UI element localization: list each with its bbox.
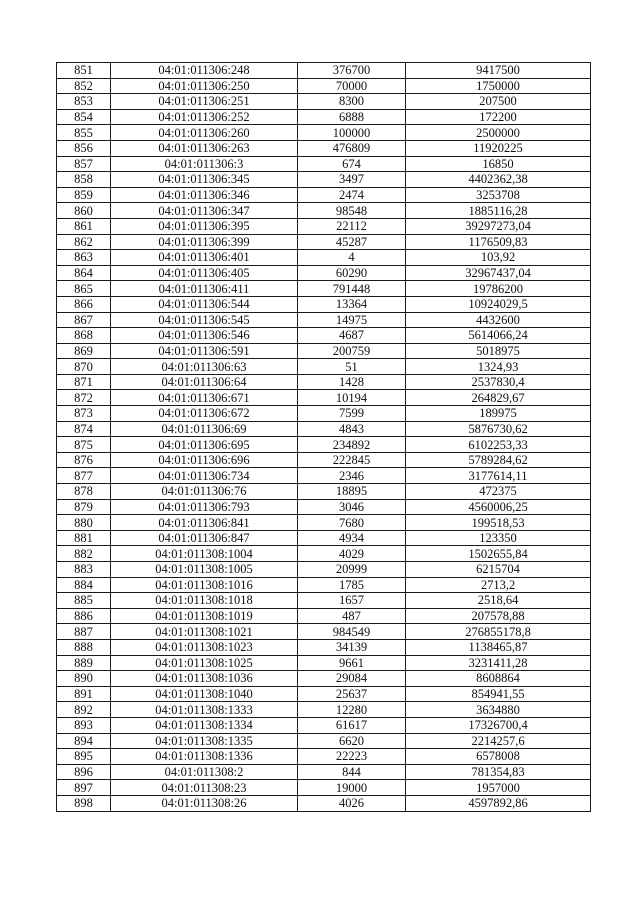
cadastral-number-cell: 04:01:011306:76 [111, 484, 298, 500]
cadastral-number-cell: 04:01:011306:695 [111, 437, 298, 453]
row-number-cell: 865 [57, 281, 111, 297]
value-cell: 199518,53 [406, 515, 591, 531]
table-row [57, 749, 591, 765]
value-cell: 2518,64 [406, 593, 591, 609]
row-number-cell: 851 [57, 63, 111, 79]
value-cell: 207500 [406, 94, 591, 110]
cadastral-number-cell: 04:01:011308:1040 [111, 686, 298, 702]
table-row [57, 359, 591, 375]
value-cell: 3231411,28 [406, 655, 591, 671]
cadastral-number-cell: 04:01:011306:793 [111, 499, 298, 515]
area-cell: 19000 [298, 780, 406, 796]
table-row [57, 63, 591, 79]
area-cell: 6888 [298, 109, 406, 125]
table-row [57, 562, 591, 578]
area-cell: 4843 [298, 421, 406, 437]
area-cell: 20999 [298, 562, 406, 578]
row-number-cell: 897 [57, 780, 111, 796]
row-number-cell: 874 [57, 421, 111, 437]
row-number-cell: 873 [57, 406, 111, 422]
value-cell: 264829,67 [406, 390, 591, 406]
table-row [57, 421, 591, 437]
row-number-cell: 852 [57, 78, 111, 94]
table-row [57, 452, 591, 468]
row-number-cell: 891 [57, 686, 111, 702]
table-row [57, 140, 591, 156]
area-cell: 487 [298, 608, 406, 624]
value-cell: 2713,2 [406, 577, 591, 593]
value-cell: 19786200 [406, 281, 591, 297]
row-number-cell: 878 [57, 484, 111, 500]
cadastral-number-cell: 04:01:011306:250 [111, 78, 298, 94]
area-cell: 1785 [298, 577, 406, 593]
table-row [57, 515, 591, 531]
area-cell: 4 [298, 250, 406, 266]
row-number-cell: 885 [57, 593, 111, 609]
row-number-cell: 884 [57, 577, 111, 593]
area-cell: 22223 [298, 749, 406, 765]
value-cell: 123350 [406, 530, 591, 546]
table-row [57, 795, 591, 811]
value-cell: 39297273,04 [406, 218, 591, 234]
value-cell: 9417500 [406, 63, 591, 79]
value-cell: 8608864 [406, 671, 591, 687]
table-row [57, 187, 591, 203]
table-row [57, 437, 591, 453]
value-cell: 103,92 [406, 250, 591, 266]
value-cell: 6578008 [406, 749, 591, 765]
area-cell: 476809 [298, 140, 406, 156]
row-number-cell: 888 [57, 639, 111, 655]
area-cell: 13364 [298, 296, 406, 312]
area-cell: 222845 [298, 452, 406, 468]
table-row [57, 343, 591, 359]
table-row [57, 624, 591, 640]
area-cell: 791448 [298, 281, 406, 297]
row-number-cell: 866 [57, 296, 111, 312]
area-cell: 200759 [298, 343, 406, 359]
cadastral-number-cell: 04:01:011308:1335 [111, 733, 298, 749]
area-cell: 1428 [298, 374, 406, 390]
table-row [57, 172, 591, 188]
cadastral-number-cell: 04:01:011308:1021 [111, 624, 298, 640]
table-row [57, 577, 591, 593]
row-number-cell: 862 [57, 234, 111, 250]
cadastral-number-cell: 04:01:011306:399 [111, 234, 298, 250]
cadastral-number-cell: 04:01:011306:591 [111, 343, 298, 359]
area-cell: 4687 [298, 328, 406, 344]
table-row [57, 764, 591, 780]
table-row [57, 702, 591, 718]
table-body [57, 63, 591, 812]
value-cell: 1324,93 [406, 359, 591, 375]
table-row [57, 780, 591, 796]
row-number-cell: 856 [57, 140, 111, 156]
area-cell: 9661 [298, 655, 406, 671]
table-row [57, 733, 591, 749]
row-number-cell: 872 [57, 390, 111, 406]
value-cell: 4402362,38 [406, 172, 591, 188]
area-cell: 12280 [298, 702, 406, 718]
area-cell: 7599 [298, 406, 406, 422]
table-row [57, 406, 591, 422]
value-cell: 781354,83 [406, 764, 591, 780]
row-number-cell: 867 [57, 312, 111, 328]
row-number-cell: 879 [57, 499, 111, 515]
cadastral-number-cell: 04:01:011306:847 [111, 530, 298, 546]
area-cell: 22112 [298, 218, 406, 234]
row-number-cell: 882 [57, 546, 111, 562]
row-number-cell: 869 [57, 343, 111, 359]
row-number-cell: 858 [57, 172, 111, 188]
row-number-cell: 857 [57, 156, 111, 172]
value-cell: 854941,55 [406, 686, 591, 702]
row-number-cell: 880 [57, 515, 111, 531]
cadastral-number-cell: 04:01:011308:1336 [111, 749, 298, 765]
cadastral-number-cell: 04:01:011308:1023 [111, 639, 298, 655]
area-cell: 674 [298, 156, 406, 172]
cadastral-number-cell: 04:01:011308:1018 [111, 593, 298, 609]
value-cell: 2214257,6 [406, 733, 591, 749]
area-cell: 4934 [298, 530, 406, 546]
cadastral-number-cell: 04:01:011306:405 [111, 265, 298, 281]
cadastral-number-cell: 04:01:011306:263 [111, 140, 298, 156]
table-row [57, 593, 591, 609]
cadastral-number-cell: 04:01:011306:252 [111, 109, 298, 125]
table-row [57, 281, 591, 297]
table-row [57, 234, 591, 250]
table-row [57, 546, 591, 562]
row-number-cell: 881 [57, 530, 111, 546]
value-cell: 1957000 [406, 780, 591, 796]
cadastral-number-cell: 04:01:011308:1004 [111, 546, 298, 562]
cadastral-number-cell: 04:01:011306:64 [111, 374, 298, 390]
value-cell: 1502655,84 [406, 546, 591, 562]
cadastral-number-cell: 04:01:011306:401 [111, 250, 298, 266]
row-number-cell: 892 [57, 702, 111, 718]
row-number-cell: 861 [57, 218, 111, 234]
area-cell: 70000 [298, 78, 406, 94]
area-cell: 984549 [298, 624, 406, 640]
row-number-cell: 898 [57, 795, 111, 811]
row-number-cell: 868 [57, 328, 111, 344]
cadastral-number-cell: 04:01:011306:672 [111, 406, 298, 422]
cadastral-number-cell: 04:01:011308:26 [111, 795, 298, 811]
table-row [57, 639, 591, 655]
table-row [57, 484, 591, 500]
cadastral-table [56, 62, 591, 812]
value-cell: 5018975 [406, 343, 591, 359]
cadastral-number-cell: 04:01:011306:345 [111, 172, 298, 188]
cadastral-number-cell: 04:01:011306:671 [111, 390, 298, 406]
value-cell: 3177614,11 [406, 468, 591, 484]
cadastral-number-cell: 04:01:011308:2 [111, 764, 298, 780]
row-number-cell: 860 [57, 203, 111, 219]
value-cell: 1885116,28 [406, 203, 591, 219]
area-cell: 4029 [298, 546, 406, 562]
area-cell: 61617 [298, 717, 406, 733]
area-cell: 7680 [298, 515, 406, 531]
value-cell: 189975 [406, 406, 591, 422]
area-cell: 234892 [298, 437, 406, 453]
row-number-cell: 863 [57, 250, 111, 266]
cadastral-number-cell: 04:01:011306:251 [111, 94, 298, 110]
cadastral-number-cell: 04:01:011306:545 [111, 312, 298, 328]
row-number-cell: 870 [57, 359, 111, 375]
area-cell: 45287 [298, 234, 406, 250]
row-number-cell: 895 [57, 749, 111, 765]
cadastral-number-cell: 04:01:011306:3 [111, 156, 298, 172]
table-row [57, 717, 591, 733]
value-cell: 17326700,4 [406, 717, 591, 733]
row-number-cell: 853 [57, 94, 111, 110]
table-row [57, 265, 591, 281]
value-cell: 16850 [406, 156, 591, 172]
table-row [57, 94, 591, 110]
area-cell: 18895 [298, 484, 406, 500]
area-cell: 98548 [298, 203, 406, 219]
table-row [57, 468, 591, 484]
cadastral-number-cell: 04:01:011308:1025 [111, 655, 298, 671]
value-cell: 1138465,87 [406, 639, 591, 655]
table-row [57, 374, 591, 390]
table-row [57, 203, 591, 219]
cadastral-number-cell: 04:01:011306:395 [111, 218, 298, 234]
row-number-cell: 875 [57, 437, 111, 453]
value-cell: 3634880 [406, 702, 591, 718]
table-row [57, 530, 591, 546]
value-cell: 2537830,4 [406, 374, 591, 390]
table-row [57, 109, 591, 125]
table-row [57, 156, 591, 172]
cadastral-number-cell: 04:01:011306:841 [111, 515, 298, 531]
area-cell: 8300 [298, 94, 406, 110]
area-cell: 51 [298, 359, 406, 375]
cadastral-number-cell: 04:01:011306:260 [111, 125, 298, 141]
value-cell: 472375 [406, 484, 591, 500]
area-cell: 1657 [298, 593, 406, 609]
table-row [57, 608, 591, 624]
value-cell: 10924029,5 [406, 296, 591, 312]
area-cell: 2474 [298, 187, 406, 203]
table-row [57, 390, 591, 406]
value-cell: 1750000 [406, 78, 591, 94]
area-cell: 14975 [298, 312, 406, 328]
table-row [57, 655, 591, 671]
value-cell: 1176509,83 [406, 234, 591, 250]
cadastral-number-cell: 04:01:011306:544 [111, 296, 298, 312]
area-cell: 376700 [298, 63, 406, 79]
row-number-cell: 855 [57, 125, 111, 141]
table-row [57, 125, 591, 141]
row-number-cell: 889 [57, 655, 111, 671]
value-cell: 11920225 [406, 140, 591, 156]
area-cell: 3497 [298, 172, 406, 188]
area-cell: 100000 [298, 125, 406, 141]
area-cell: 29084 [298, 671, 406, 687]
table-row [57, 250, 591, 266]
row-number-cell: 859 [57, 187, 111, 203]
value-cell: 6102253,33 [406, 437, 591, 453]
cadastral-number-cell: 04:01:011308:1036 [111, 671, 298, 687]
row-number-cell: 886 [57, 608, 111, 624]
table-row [57, 328, 591, 344]
row-number-cell: 894 [57, 733, 111, 749]
row-number-cell: 876 [57, 452, 111, 468]
value-cell: 276855178,8 [406, 624, 591, 640]
area-cell: 3046 [298, 499, 406, 515]
cadastral-number-cell: 04:01:011308:1016 [111, 577, 298, 593]
cadastral-number-cell: 04:01:011306:69 [111, 421, 298, 437]
table-row [57, 686, 591, 702]
cadastral-number-cell: 04:01:011308:1005 [111, 562, 298, 578]
cadastral-number-cell: 04:01:011306:248 [111, 63, 298, 79]
row-number-cell: 890 [57, 671, 111, 687]
cadastral-number-cell: 04:01:011308:1019 [111, 608, 298, 624]
cadastral-number-cell: 04:01:011308:1334 [111, 717, 298, 733]
value-cell: 3253708 [406, 187, 591, 203]
row-number-cell: 877 [57, 468, 111, 484]
value-cell: 5789284,62 [406, 452, 591, 468]
value-cell: 6215704 [406, 562, 591, 578]
value-cell: 2500000 [406, 125, 591, 141]
table-row [57, 78, 591, 94]
row-number-cell: 883 [57, 562, 111, 578]
row-number-cell: 896 [57, 764, 111, 780]
cadastral-number-cell: 04:01:011306:696 [111, 452, 298, 468]
value-cell: 207578,88 [406, 608, 591, 624]
area-cell: 10194 [298, 390, 406, 406]
table-row [57, 671, 591, 687]
table-row [57, 499, 591, 515]
area-cell: 844 [298, 764, 406, 780]
cadastral-number-cell: 04:01:011306:411 [111, 281, 298, 297]
cadastral-number-cell: 04:01:011306:347 [111, 203, 298, 219]
value-cell: 4560006,25 [406, 499, 591, 515]
value-cell: 32967437,04 [406, 265, 591, 281]
row-number-cell: 893 [57, 717, 111, 733]
row-number-cell: 854 [57, 109, 111, 125]
cadastral-number-cell: 04:01:011308:1333 [111, 702, 298, 718]
cadastral-number-cell: 04:01:011306:734 [111, 468, 298, 484]
row-number-cell: 864 [57, 265, 111, 281]
value-cell: 5614066,24 [406, 328, 591, 344]
value-cell: 5876730,62 [406, 421, 591, 437]
area-cell: 6620 [298, 733, 406, 749]
row-number-cell: 887 [57, 624, 111, 640]
area-cell: 60290 [298, 265, 406, 281]
cadastral-number-cell: 04:01:011306:546 [111, 328, 298, 344]
value-cell: 172200 [406, 109, 591, 125]
row-number-cell: 871 [57, 374, 111, 390]
value-cell: 4597892,86 [406, 795, 591, 811]
area-cell: 34139 [298, 639, 406, 655]
cadastral-number-cell: 04:01:011308:23 [111, 780, 298, 796]
cadastral-number-cell: 04:01:011306:63 [111, 359, 298, 375]
area-cell: 4026 [298, 795, 406, 811]
area-cell: 25637 [298, 686, 406, 702]
cadastral-number-cell: 04:01:011306:346 [111, 187, 298, 203]
table-row [57, 218, 591, 234]
table-row [57, 296, 591, 312]
value-cell: 4432600 [406, 312, 591, 328]
area-cell: 2346 [298, 468, 406, 484]
table-row [57, 312, 591, 328]
